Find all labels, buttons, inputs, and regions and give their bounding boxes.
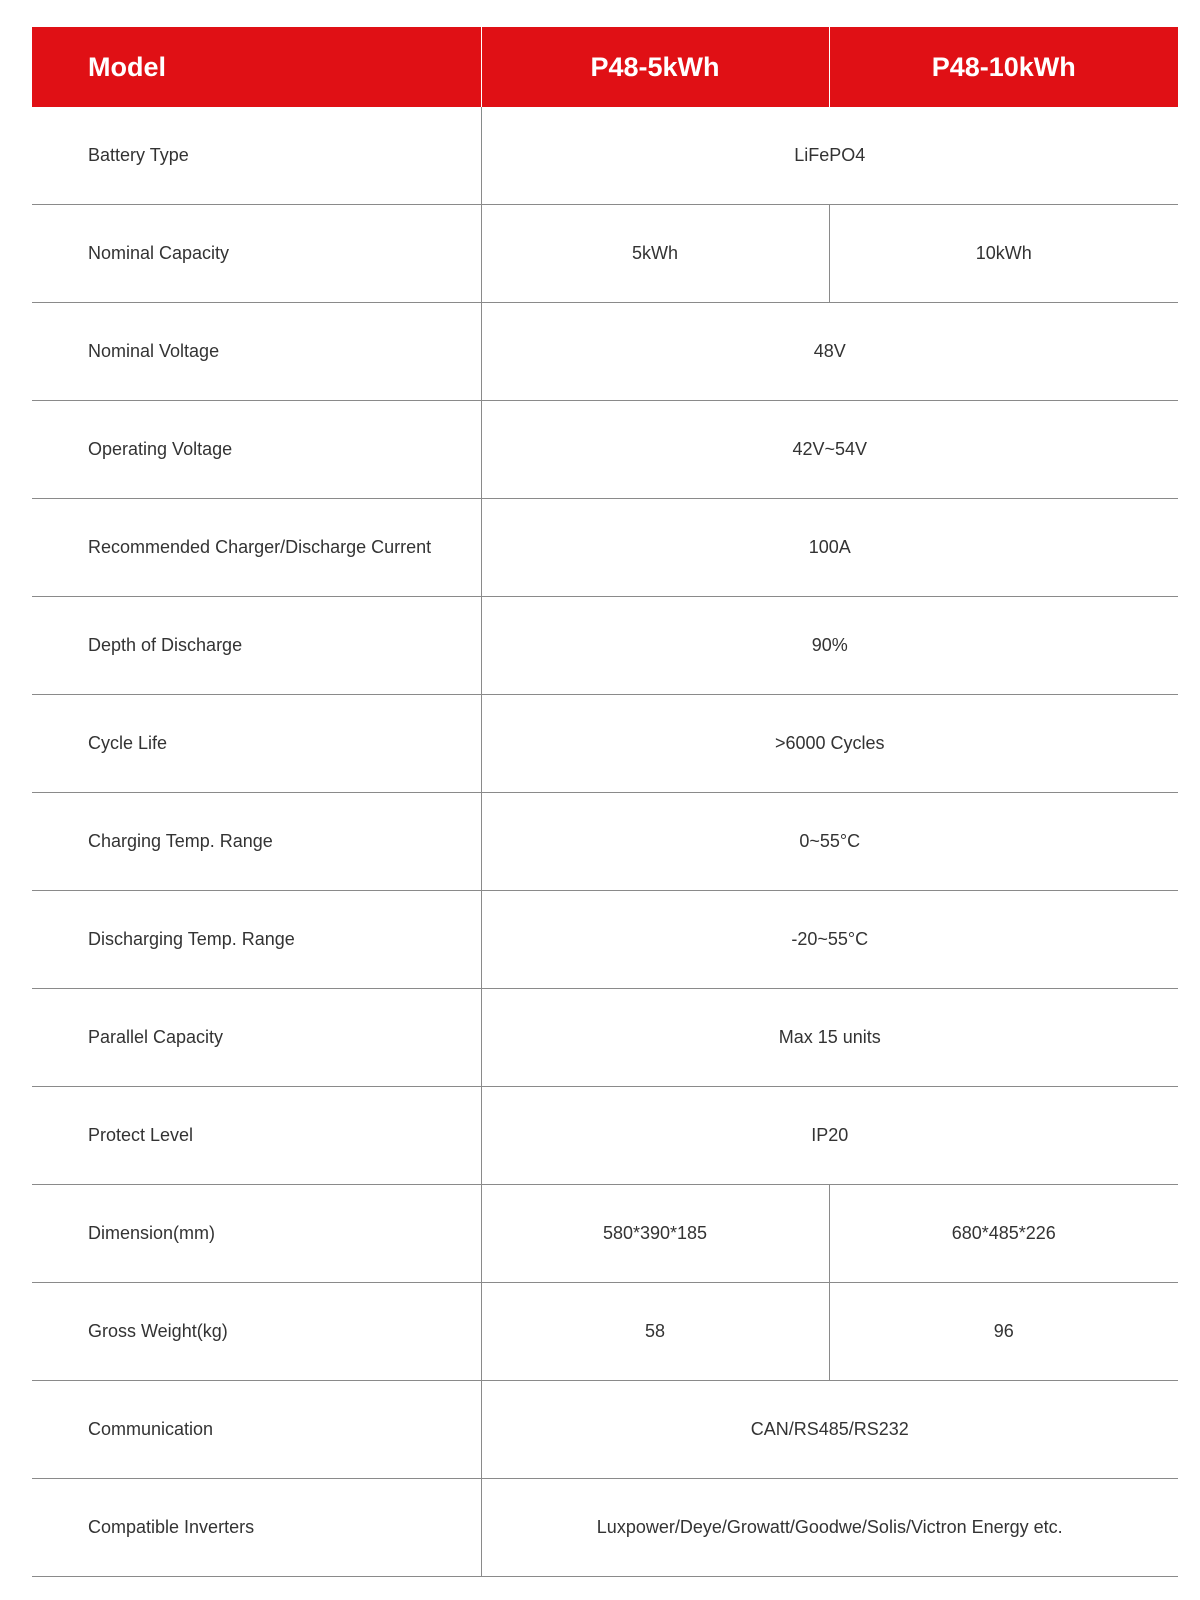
table-row	[32, 989, 1178, 1087]
row-label: Battery Type	[32, 107, 481, 205]
header-model-label: Model	[32, 27, 481, 107]
row-value-5kwh: 580*390*185	[481, 1185, 829, 1283]
row-label: Operating Voltage	[32, 401, 481, 499]
row-value: 48V	[481, 303, 1178, 401]
header-model-5kwh: P48-5kWh	[481, 27, 829, 107]
row-label: Cycle Life	[32, 695, 481, 793]
row-value: 0~55°C	[481, 793, 1178, 891]
row-value: Max 15 units	[481, 989, 1178, 1087]
row-value: IP20	[481, 1087, 1178, 1185]
table-row	[32, 1185, 1178, 1283]
row-label: Protect Level	[32, 1087, 481, 1185]
row-label: Gross Weight(kg)	[32, 1283, 481, 1381]
header-row	[32, 27, 1178, 107]
row-label: Depth of Discharge	[32, 597, 481, 695]
row-label: Nominal Voltage	[32, 303, 481, 401]
table-row	[32, 793, 1178, 891]
row-label: Charging Temp. Range	[32, 793, 481, 891]
table-row	[32, 1479, 1178, 1577]
row-label: Dimension(mm)	[32, 1185, 481, 1283]
row-value: LiFePO4	[481, 107, 1178, 205]
table-row	[32, 597, 1178, 695]
table-row	[32, 401, 1178, 499]
row-value: 90%	[481, 597, 1178, 695]
row-value-5kwh: 5kWh	[481, 205, 829, 303]
row-label: Communication	[32, 1381, 481, 1479]
table-row	[32, 1087, 1178, 1185]
row-value: 42V~54V	[481, 401, 1178, 499]
row-label: Compatible Inverters	[32, 1479, 481, 1577]
table-row	[32, 1283, 1178, 1381]
row-value-10kwh: 680*485*226	[829, 1185, 1178, 1283]
row-value: Luxpower/Deye/Growatt/Goodwe/Solis/Victron Energy etc.	[481, 1479, 1178, 1577]
table-row	[32, 205, 1178, 303]
row-value: >6000 Cycles	[481, 695, 1178, 793]
row-label: Parallel Capacity	[32, 989, 481, 1087]
row-value: -20~55°C	[481, 891, 1178, 989]
row-value-5kwh: 58	[481, 1283, 829, 1381]
table-row	[32, 107, 1178, 205]
row-label: Recommended Charger/Discharge Current	[32, 499, 481, 597]
table-row	[32, 303, 1178, 401]
row-label: Nominal Capacity	[32, 205, 481, 303]
row-label: Discharging Temp. Range	[32, 891, 481, 989]
table-row	[32, 1381, 1178, 1479]
table-row	[32, 891, 1178, 989]
header-model-10kwh: P48-10kWh	[829, 27, 1178, 107]
spec-table	[32, 27, 1178, 1577]
row-value-10kwh: 96	[829, 1283, 1178, 1381]
table-row	[32, 695, 1178, 793]
row-value-10kwh: 10kWh	[829, 205, 1178, 303]
row-value: 100A	[481, 499, 1178, 597]
row-value: CAN/RS485/RS232	[481, 1381, 1178, 1479]
table-row	[32, 499, 1178, 597]
